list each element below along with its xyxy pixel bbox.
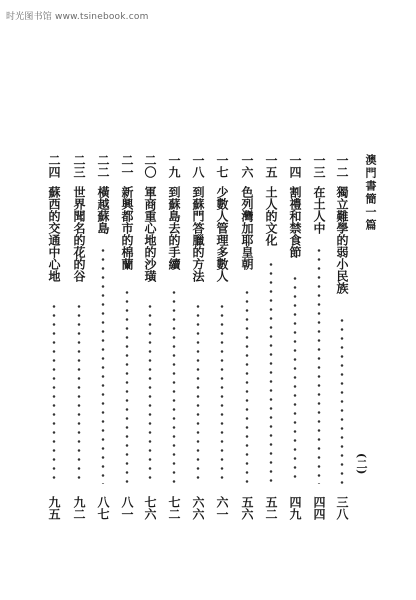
toc-entry-page: 九二 [72, 496, 86, 520]
running-header: 澳門書簡一篇 [364, 154, 377, 232]
toc-leader-dots [316, 246, 322, 484]
toc-leader-dots [76, 302, 82, 484]
page-number-mark: (二) [355, 453, 368, 475]
toc-entry [312, 154, 326, 520]
toc-leader-dots [124, 288, 130, 484]
toc-entry-title: 少數人管理多數人 [215, 186, 229, 282]
toc-entry-page: 三八 [335, 496, 349, 520]
toc-entry [288, 154, 302, 520]
toc-entry-page: 四九 [288, 496, 302, 520]
toc-entry-page: 八七 [96, 496, 110, 520]
toc-entry-title: 色列灣加耶皇朝 [240, 186, 254, 270]
toc-entry-title: 獨立難學的弱小民族 [335, 186, 349, 294]
toc-entry-page: 七二 [167, 496, 181, 520]
toc-entry-page: 五二 [264, 496, 278, 520]
watermark: 时光图书馆 www.tsinebook.com [6, 12, 149, 22]
toc-entry [240, 154, 254, 520]
toc-leader-dots [147, 302, 153, 484]
toc-entry-page: 七六 [143, 496, 157, 520]
toc-leader-dots [51, 302, 57, 484]
toc-entry-title: 土人的文化 [264, 186, 278, 246]
toc-entry-page: 六一 [215, 496, 229, 520]
toc-entry [72, 154, 86, 520]
toc-leader-dots [100, 246, 106, 484]
toc-entry-number: 一九 [167, 154, 181, 178]
toc-entry-title: 軍商重心地的沙璜 [143, 186, 157, 282]
toc-entry-number: 二一 [120, 154, 134, 178]
toc-entry [96, 154, 110, 520]
toc-leader-dots [195, 302, 201, 484]
toc-entry-number: 一四 [288, 154, 302, 178]
toc-entry [167, 154, 181, 520]
toc-entry-title: 新興都市的棉蘭 [120, 186, 134, 270]
toc-entry-page: 五六 [240, 496, 254, 520]
toc-entry [143, 154, 157, 520]
toc-entry [47, 154, 61, 520]
toc-entry-title: 到蘇島去的手續 [167, 186, 181, 270]
toc-entry-title: 世界聞名的花的谷 [72, 186, 86, 282]
toc-entry-number: 一八 [191, 154, 205, 178]
toc-leader-dots [292, 274, 298, 484]
toc-leader-dots [244, 288, 250, 484]
toc-entry-title: 蘇西的交通中心地 [47, 186, 61, 282]
toc-entry [335, 154, 349, 520]
toc-entry [215, 154, 229, 520]
toc-entry-page: 八一 [120, 496, 134, 520]
toc-entry [191, 154, 205, 520]
toc-leader-dots [339, 316, 345, 484]
toc-entry-number: 一七 [215, 154, 229, 178]
toc-entry-page: 六六 [191, 496, 205, 520]
toc-leader-dots [171, 288, 177, 484]
toc-leader-dots [219, 302, 225, 484]
toc-entry-page: 九五 [47, 496, 61, 520]
toc-entry-number: 二四 [47, 154, 61, 178]
toc-entry-number: 一二 [335, 154, 349, 178]
toc-entry-number: 二二 [96, 154, 110, 178]
toc-leader-dots [268, 260, 274, 484]
toc-entry [264, 154, 278, 520]
toc-entry-number: 一三 [312, 154, 326, 178]
toc-entry-page: 四四 [312, 496, 326, 520]
toc-entry-number: 二三 [72, 154, 86, 178]
toc-entry-title: 到蘇門答臘的方法 [191, 186, 205, 282]
toc-entry-title: 割禮和禁食節 [288, 186, 302, 258]
toc-entry-number: 一五 [264, 154, 278, 178]
toc-entry-title: 橫越蘇島 [96, 186, 110, 234]
toc-entry-title: 在土人中 [312, 186, 326, 234]
toc-entry-number: 一六 [240, 154, 254, 178]
toc-entry [120, 154, 134, 520]
toc-entry-number: 二〇 [143, 154, 157, 178]
